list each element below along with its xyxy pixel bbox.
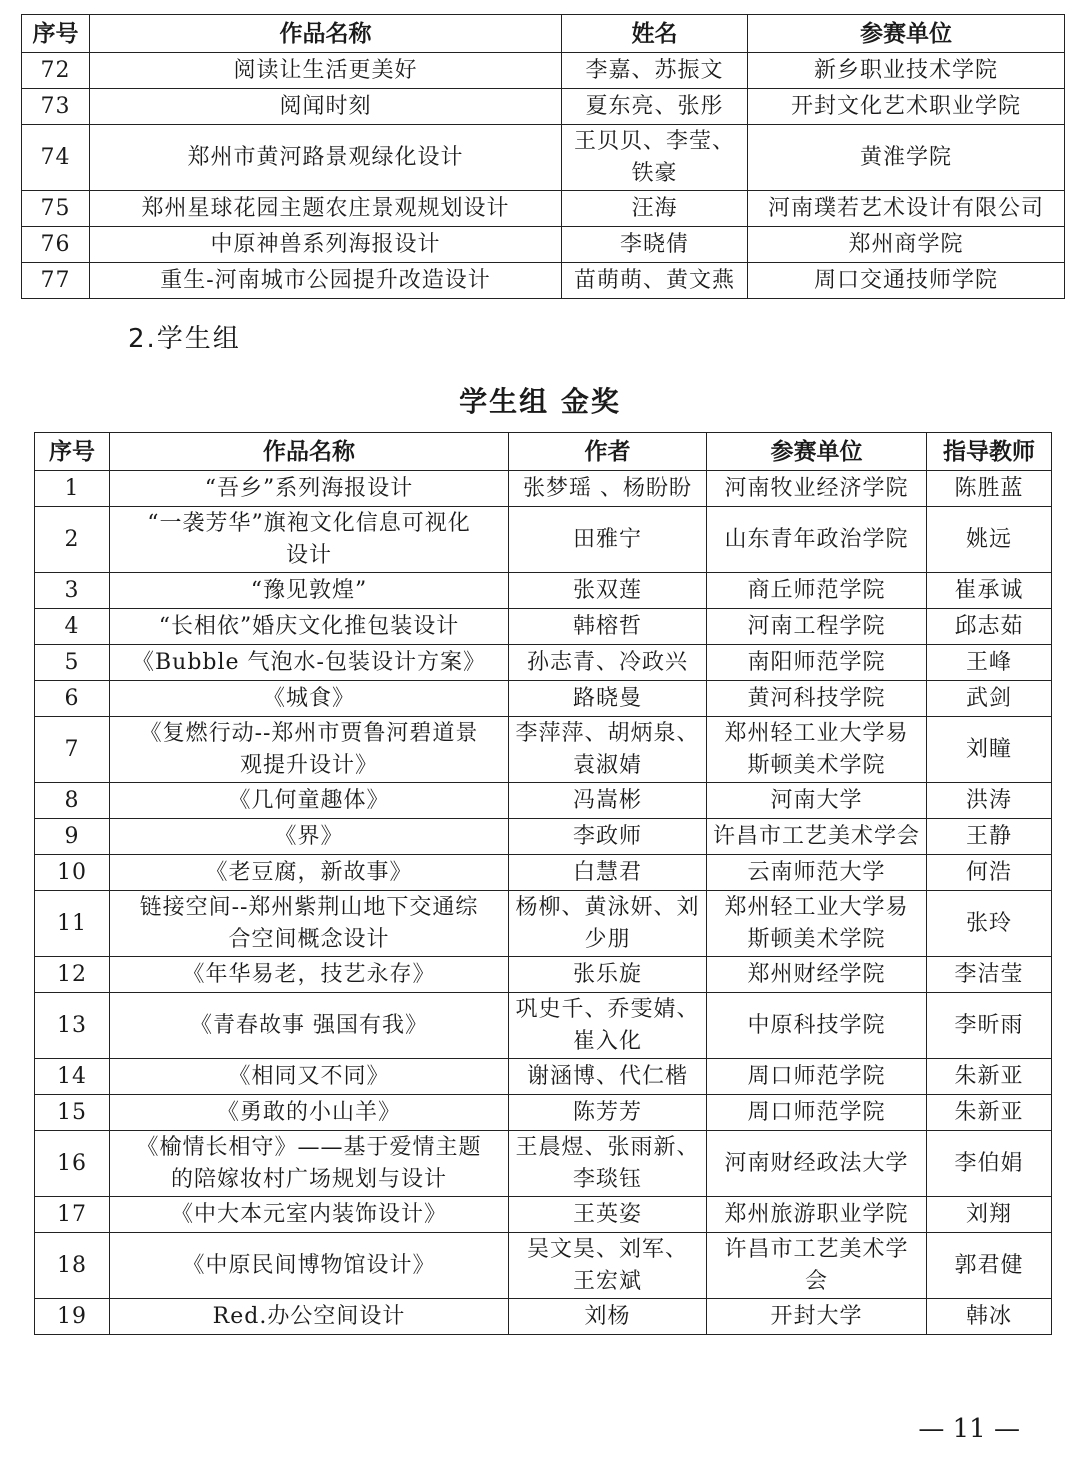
cell-work-title: 《年华易老，技艺永存》 — [110, 957, 509, 993]
cell-index: 74 — [22, 125, 90, 191]
cell-organization: 云南师范大学 — [707, 855, 927, 891]
student-gold-award-table — [34, 432, 1052, 1335]
cell-author: 张乐旋 — [509, 957, 707, 993]
cell-index: 11 — [35, 891, 110, 957]
table-row — [35, 783, 1052, 819]
table-row — [35, 609, 1052, 645]
table-row — [35, 891, 1052, 957]
table-header-row — [35, 433, 1052, 471]
cell-organization: 周口交通技师学院 — [748, 263, 1065, 299]
table-row — [35, 717, 1052, 783]
cell-organization: 郑州轻工业大学易 斯顿美术学院 — [707, 891, 927, 957]
cell-work-title: 郑州市黄河路景观绿化设计 — [90, 125, 562, 191]
cell-work-title: 重生-河南城市公园提升改造设计 — [90, 263, 562, 299]
cell-index: 76 — [22, 227, 90, 263]
cell-index: 14 — [35, 1059, 110, 1095]
header-organization: 参赛单位 — [707, 433, 927, 471]
cell-organization: 开封大学 — [707, 1299, 927, 1335]
table-row — [35, 507, 1052, 573]
table-row — [22, 191, 1065, 227]
cell-work-title: 链接空间--郑州紫荆山地下交通综 合空间概念设计 — [110, 891, 509, 957]
results-table-continued — [21, 14, 1065, 299]
cell-organization: 许昌市工艺美术学 会 — [707, 1233, 927, 1299]
cell-index: 17 — [35, 1197, 110, 1233]
cell-index: 10 — [35, 855, 110, 891]
cell-work-title: 阅闻时刻 — [90, 89, 562, 125]
cell-organization: 河南财经政法大学 — [707, 1131, 927, 1197]
cell-advisor: 韩冰 — [927, 1299, 1052, 1335]
cell-index: 75 — [22, 191, 90, 227]
cell-advisor: 朱新亚 — [927, 1095, 1052, 1131]
cell-organization: 郑州轻工业大学易 斯顿美术学院 — [707, 717, 927, 783]
cell-author: 巩史千、乔雯婧、 崔入化 — [509, 993, 707, 1059]
cell-author: 刘杨 — [509, 1299, 707, 1335]
table-row — [35, 1299, 1052, 1335]
cell-organization: 黄河科技学院 — [707, 681, 927, 717]
table-row — [22, 53, 1065, 89]
cell-advisor: 王峰 — [927, 645, 1052, 681]
cell-organization: 许昌市工艺美术学会 — [707, 819, 927, 855]
cell-index: 12 — [35, 957, 110, 993]
cell-organization: 开封文化艺术职业学院 — [748, 89, 1065, 125]
cell-work-title: “一袭芳华”旗袍文化信息可视化 设计 — [110, 507, 509, 573]
cell-advisor: 洪涛 — [927, 783, 1052, 819]
table-row — [35, 957, 1052, 993]
header-work-title: 作品名称 — [110, 433, 509, 471]
cell-index: 2 — [35, 507, 110, 573]
cell-author: 谢涵博、代仁楷 — [509, 1059, 707, 1095]
table-row — [22, 263, 1065, 299]
cell-index: 3 — [35, 573, 110, 609]
cell-advisor: 姚远 — [927, 507, 1052, 573]
cell-organization: 黄淮学院 — [748, 125, 1065, 191]
cell-author: 陈芳芳 — [509, 1095, 707, 1131]
header-author: 作者 — [509, 433, 707, 471]
cell-index: 8 — [35, 783, 110, 819]
cell-work-title: 郑州星球花园主题农庄景观规划设计 — [90, 191, 562, 227]
cell-author: 冯嵩彬 — [509, 783, 707, 819]
header-work-title: 作品名称 — [90, 15, 562, 53]
cell-organization: 郑州商学院 — [748, 227, 1065, 263]
table-row — [35, 993, 1052, 1059]
cell-advisor: 刘瞳 — [927, 717, 1052, 783]
cell-work-title: 中原神兽系列海报设计 — [90, 227, 562, 263]
cell-author: 吴文昊、刘军、 王宏斌 — [509, 1233, 707, 1299]
cell-advisor: 何浩 — [927, 855, 1052, 891]
table-row — [35, 855, 1052, 891]
cell-organization: 河南牧业经济学院 — [707, 471, 927, 507]
cell-work-title: 《青春故事 强国有我》 — [110, 993, 509, 1059]
header-index: 序号 — [35, 433, 110, 471]
cell-work-title: 《Bubble 气泡水-包装设计方案》 — [110, 645, 509, 681]
cell-author: 李萍萍、胡炳泉、 袁淑婧 — [509, 717, 707, 783]
cell-author: 孙志青、冷政兴 — [509, 645, 707, 681]
cell-name: 夏东亮、张彤 — [562, 89, 748, 125]
cell-work-title: “豫见敦煌” — [110, 573, 509, 609]
page-number: — 11 — — [918, 1414, 1020, 1444]
table-row — [22, 227, 1065, 263]
header-organization: 参赛单位 — [748, 15, 1065, 53]
cell-advisor: 郭君健 — [927, 1233, 1052, 1299]
cell-organization: 商丘师范学院 — [707, 573, 927, 609]
table-row — [35, 471, 1052, 507]
cell-advisor: 王静 — [927, 819, 1052, 855]
cell-work-title: 《勇敢的小山羊》 — [110, 1095, 509, 1131]
table-row — [35, 645, 1052, 681]
cell-work-title: 《老豆腐，新故事》 — [110, 855, 509, 891]
section-heading: 2.学生组 — [128, 324, 241, 354]
cell-index: 13 — [35, 993, 110, 1059]
cell-index: 5 — [35, 645, 110, 681]
cell-work-title: 《中大本元室内装饰设计》 — [110, 1197, 509, 1233]
header-name: 姓名 — [562, 15, 748, 53]
cell-organization: 山东青年政治学院 — [707, 507, 927, 573]
cell-index: 7 — [35, 717, 110, 783]
table-row — [35, 1131, 1052, 1197]
table-row — [35, 573, 1052, 609]
cell-work-title: 《复燃行动--郑州市贾鲁河碧道景 观提升设计》 — [110, 717, 509, 783]
cell-advisor: 陈胜蓝 — [927, 471, 1052, 507]
cell-author: 杨柳、黄泳妍、刘 少朋 — [509, 891, 707, 957]
cell-author: 张梦瑶 、杨盼盼 — [509, 471, 707, 507]
cell-advisor: 朱新亚 — [927, 1059, 1052, 1095]
cell-organization: 河南工程学院 — [707, 609, 927, 645]
cell-author: 白慧君 — [509, 855, 707, 891]
cell-name: 李晓倩 — [562, 227, 748, 263]
cell-index: 18 — [35, 1233, 110, 1299]
cell-work-title: “长相依”婚庆文化推包装设计 — [110, 609, 509, 645]
cell-index: 4 — [35, 609, 110, 645]
cell-work-title: 《相同又不同》 — [110, 1059, 509, 1095]
cell-advisor: 武剑 — [927, 681, 1052, 717]
cell-organization: 郑州财经学院 — [707, 957, 927, 993]
header-advisor: 指导教师 — [927, 433, 1052, 471]
cell-author: 韩榕哲 — [509, 609, 707, 645]
cell-index: 6 — [35, 681, 110, 717]
cell-organization: 河南大学 — [707, 783, 927, 819]
cell-work-title: “吾乡”系列海报设计 — [110, 471, 509, 507]
cell-advisor: 李洁莹 — [927, 957, 1052, 993]
table-row — [35, 819, 1052, 855]
cell-index: 73 — [22, 89, 90, 125]
cell-author: 田雅宁 — [509, 507, 707, 573]
cell-index: 77 — [22, 263, 90, 299]
cell-name: 汪海 — [562, 191, 748, 227]
cell-advisor: 张玲 — [927, 891, 1052, 957]
cell-index: 19 — [35, 1299, 110, 1335]
header-index: 序号 — [22, 15, 90, 53]
cell-advisor: 李伯娟 — [927, 1131, 1052, 1197]
cell-organization: 周口师范学院 — [707, 1095, 927, 1131]
cell-work-title: 《中原民间博物馆设计》 — [110, 1233, 509, 1299]
cell-name: 王贝贝、李莹、 铁豪 — [562, 125, 748, 191]
cell-organization: 中原科技学院 — [707, 993, 927, 1059]
table-title: 学生组 金奖 — [459, 385, 621, 418]
table-row — [35, 1095, 1052, 1131]
cell-work-title: 《榆情长相守》——基于爱情主题 的陪嫁妆村广场规划与设计 — [110, 1131, 509, 1197]
cell-author: 王晨煜、张雨新、 李琰钰 — [509, 1131, 707, 1197]
cell-index: 9 — [35, 819, 110, 855]
table-row — [35, 1197, 1052, 1233]
cell-work-title: Red.办公空间设计 — [110, 1299, 509, 1335]
cell-author: 路晓曼 — [509, 681, 707, 717]
cell-work-title: 阅读让生活更美好 — [90, 53, 562, 89]
cell-advisor: 李昕雨 — [927, 993, 1052, 1059]
cell-index: 72 — [22, 53, 90, 89]
cell-work-title: 《城食》 — [110, 681, 509, 717]
table-header-row — [22, 15, 1065, 53]
table-row — [22, 125, 1065, 191]
table-row — [35, 1059, 1052, 1095]
cell-advisor: 邱志茹 — [927, 609, 1052, 645]
cell-organization: 郑州旅游职业学院 — [707, 1197, 927, 1233]
cell-work-title: 《几何童趣体》 — [110, 783, 509, 819]
cell-advisor: 刘翔 — [927, 1197, 1052, 1233]
cell-organization: 新乡职业技术学院 — [748, 53, 1065, 89]
cell-work-title: 《界》 — [110, 819, 509, 855]
cell-author: 李政师 — [509, 819, 707, 855]
cell-index: 16 — [35, 1131, 110, 1197]
cell-organization: 周口师范学院 — [707, 1059, 927, 1095]
table-row — [35, 681, 1052, 717]
cell-author: 王英姿 — [509, 1197, 707, 1233]
cell-index: 1 — [35, 471, 110, 507]
cell-organization: 南阳师范学院 — [707, 645, 927, 681]
cell-advisor: 崔承诚 — [927, 573, 1052, 609]
cell-name: 苗萌萌、黄文燕 — [562, 263, 748, 299]
cell-name: 李嘉、苏振文 — [562, 53, 748, 89]
cell-author: 张双莲 — [509, 573, 707, 609]
table-row — [35, 1233, 1052, 1299]
table-row — [22, 89, 1065, 125]
cell-organization: 河南璞若艺术设计有限公司 — [748, 191, 1065, 227]
cell-index: 15 — [35, 1095, 110, 1131]
